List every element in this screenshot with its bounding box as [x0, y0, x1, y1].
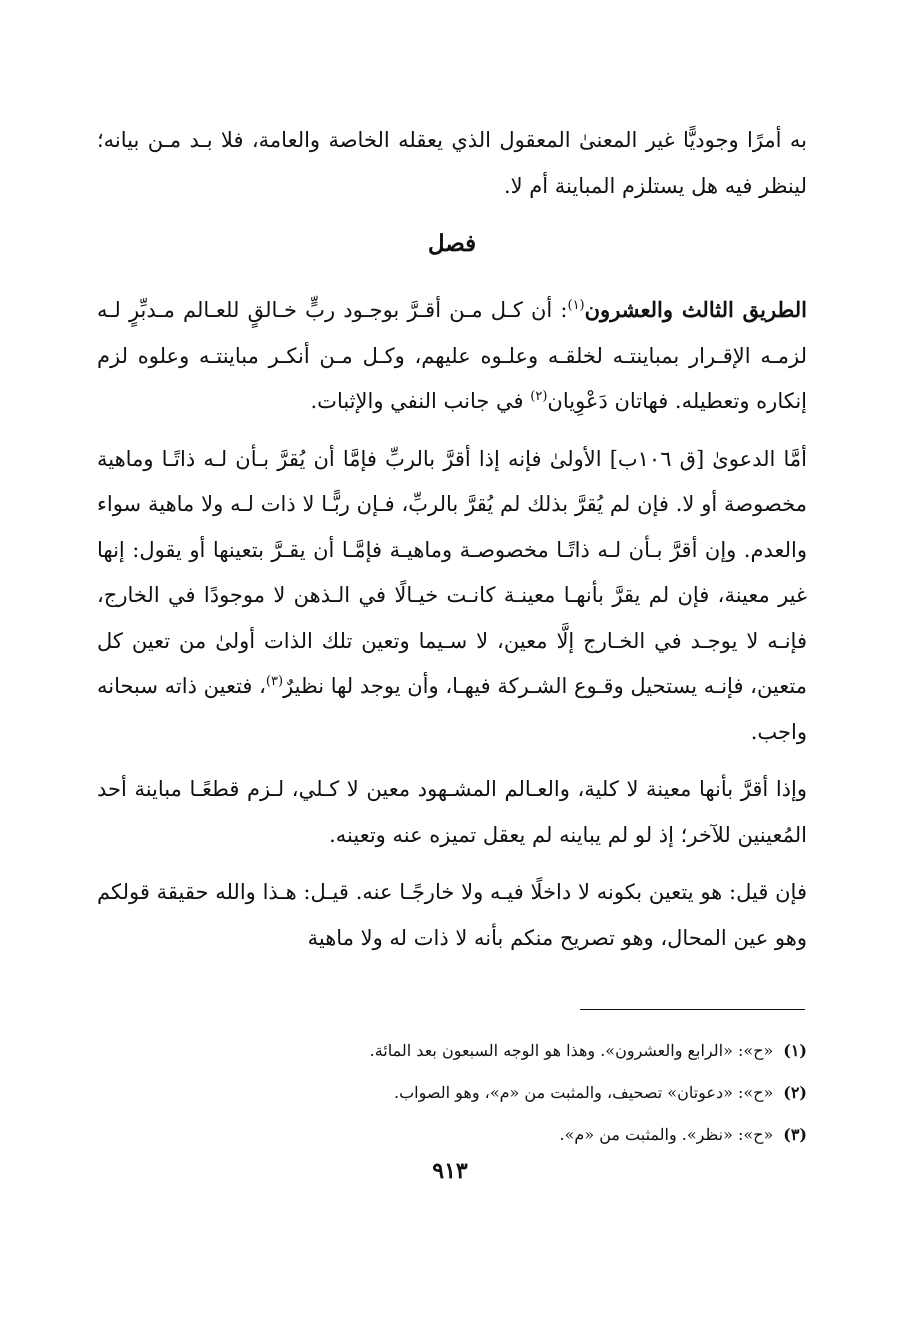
- footnote-text: «ح»: «الرابع والعشرون». وهذا هو الوجه السبعون بعد المائة.: [369, 1041, 774, 1060]
- paragraph-third-twenty-way: [97, 287, 807, 425]
- paragraph-text: به أمرًا وجوديًّا غير المعنىٰ المعقول الذي يعقله الخاصة والعامة، فلا بـد مـن بيانه؛ لينظر فيه هل يستلزم المباينة أم لا.: [97, 128, 807, 198]
- footnote-number: (١): [783, 1041, 807, 1060]
- paragraph-continuation: [97, 118, 807, 209]
- footnote-ref-3[interactable]: (٣): [265, 674, 284, 689]
- footnote-3: [97, 1114, 807, 1156]
- footnote-2: [97, 1072, 807, 1114]
- footnote-number: (٢): [783, 1083, 807, 1102]
- paragraph-text: ، فتعين ذاته سبحانه واجب.: [97, 674, 807, 744]
- footnote-text: «ح»: «دعوتان» تصحيف، والمثبت من «م»، وهو الصواب.: [394, 1083, 774, 1102]
- footnote-divider: [580, 1009, 805, 1010]
- section-heading: فصل: [427, 230, 477, 257]
- footnote-ref-2[interactable]: (٢): [530, 389, 548, 404]
- footnotes: [97, 1030, 807, 1156]
- page-number: ٩١٣: [432, 1158, 468, 1184]
- footnote-number: (٣): [783, 1125, 807, 1144]
- footnote-1: [97, 1030, 807, 1072]
- paragraph-first-claim: [97, 437, 807, 756]
- paragraph-text: في جانب النفي والإثبات.: [310, 389, 531, 413]
- page-body: [97, 118, 807, 973]
- paragraph-text: أمَّا الدعوىٰ [ق ١٠٦ب] الأولىٰ فإنه إذا أقرَّ بالربِّ فإمَّا أن يُقرَّ بـأن لـه ذاتًـا وماهية مخصوصة أو لا. فإن لم يُقرَّ بذلك لم يُقرَّ بالربِّ، فـإن ربًّـا لا ذات لـه ولا ماهية سواء والعدم. وإن أقرَّ بـأن لـه ذاتًـا مخصوصـة وماهيـة فإمَّـا أن يقـرَّ بتعينها أو يقول: إنها غير معينة، فإن لم يقرَّ بأنهـا معينـة كانـت خيـالًا في الـذهن لا موجودًا في الخارج، فإنـه لا يوجـد في الخـارج إلَّا معين، لا سـيما وتعين تلك الذات أولىٰ من تعين كل متعين، فإنـه يستحيل وقـوع الشـركة فيهـا، وأن يوجد لها نظيرٌ: [97, 446, 807, 698]
- paragraph-text: : أن كـل مـن أقـرَّ بوجـود ربٍّ خـالقٍ للعـالم مـدبِّرٍ لـه لزمـه الإقـرار بمباينتـه لخلقـه وعلـوه عليهم، وكـل مـن أنكـر مباينتـه وعلوه لزم إنكاره وتعطيله. فهاتان دَعْوِيان: [97, 298, 807, 413]
- footnote-ref-1[interactable]: (١): [567, 298, 585, 313]
- paragraph-distinct: [97, 767, 807, 858]
- paragraph-text: فإن قيل: هو يتعين بكونه لا داخلًا فيـه ولا خارجًـا عنه. قيـل: هـذا والله حقيقة قولكم وهو عين المحال، وهو تصريح منكم بأنه لا ذات له ولا ماهية: [97, 880, 807, 950]
- paragraph-lead: الطريق الثالث والعشرون: [584, 297, 808, 322]
- footnote-text: «ح»: «نظر». والمثبت من «م».: [559, 1125, 774, 1144]
- paragraph-text: وإذا أقرَّ بأنها معينة لا كلية، والعـالم المشـهود معين لا كـلي، لـزم قطعًـا مباينة أحد المُعينين للآخر؛ إذ لو لم يباينه لم يعقل تميزه عنه وتعينه.: [97, 777, 807, 847]
- paragraph-objection: [97, 870, 807, 961]
